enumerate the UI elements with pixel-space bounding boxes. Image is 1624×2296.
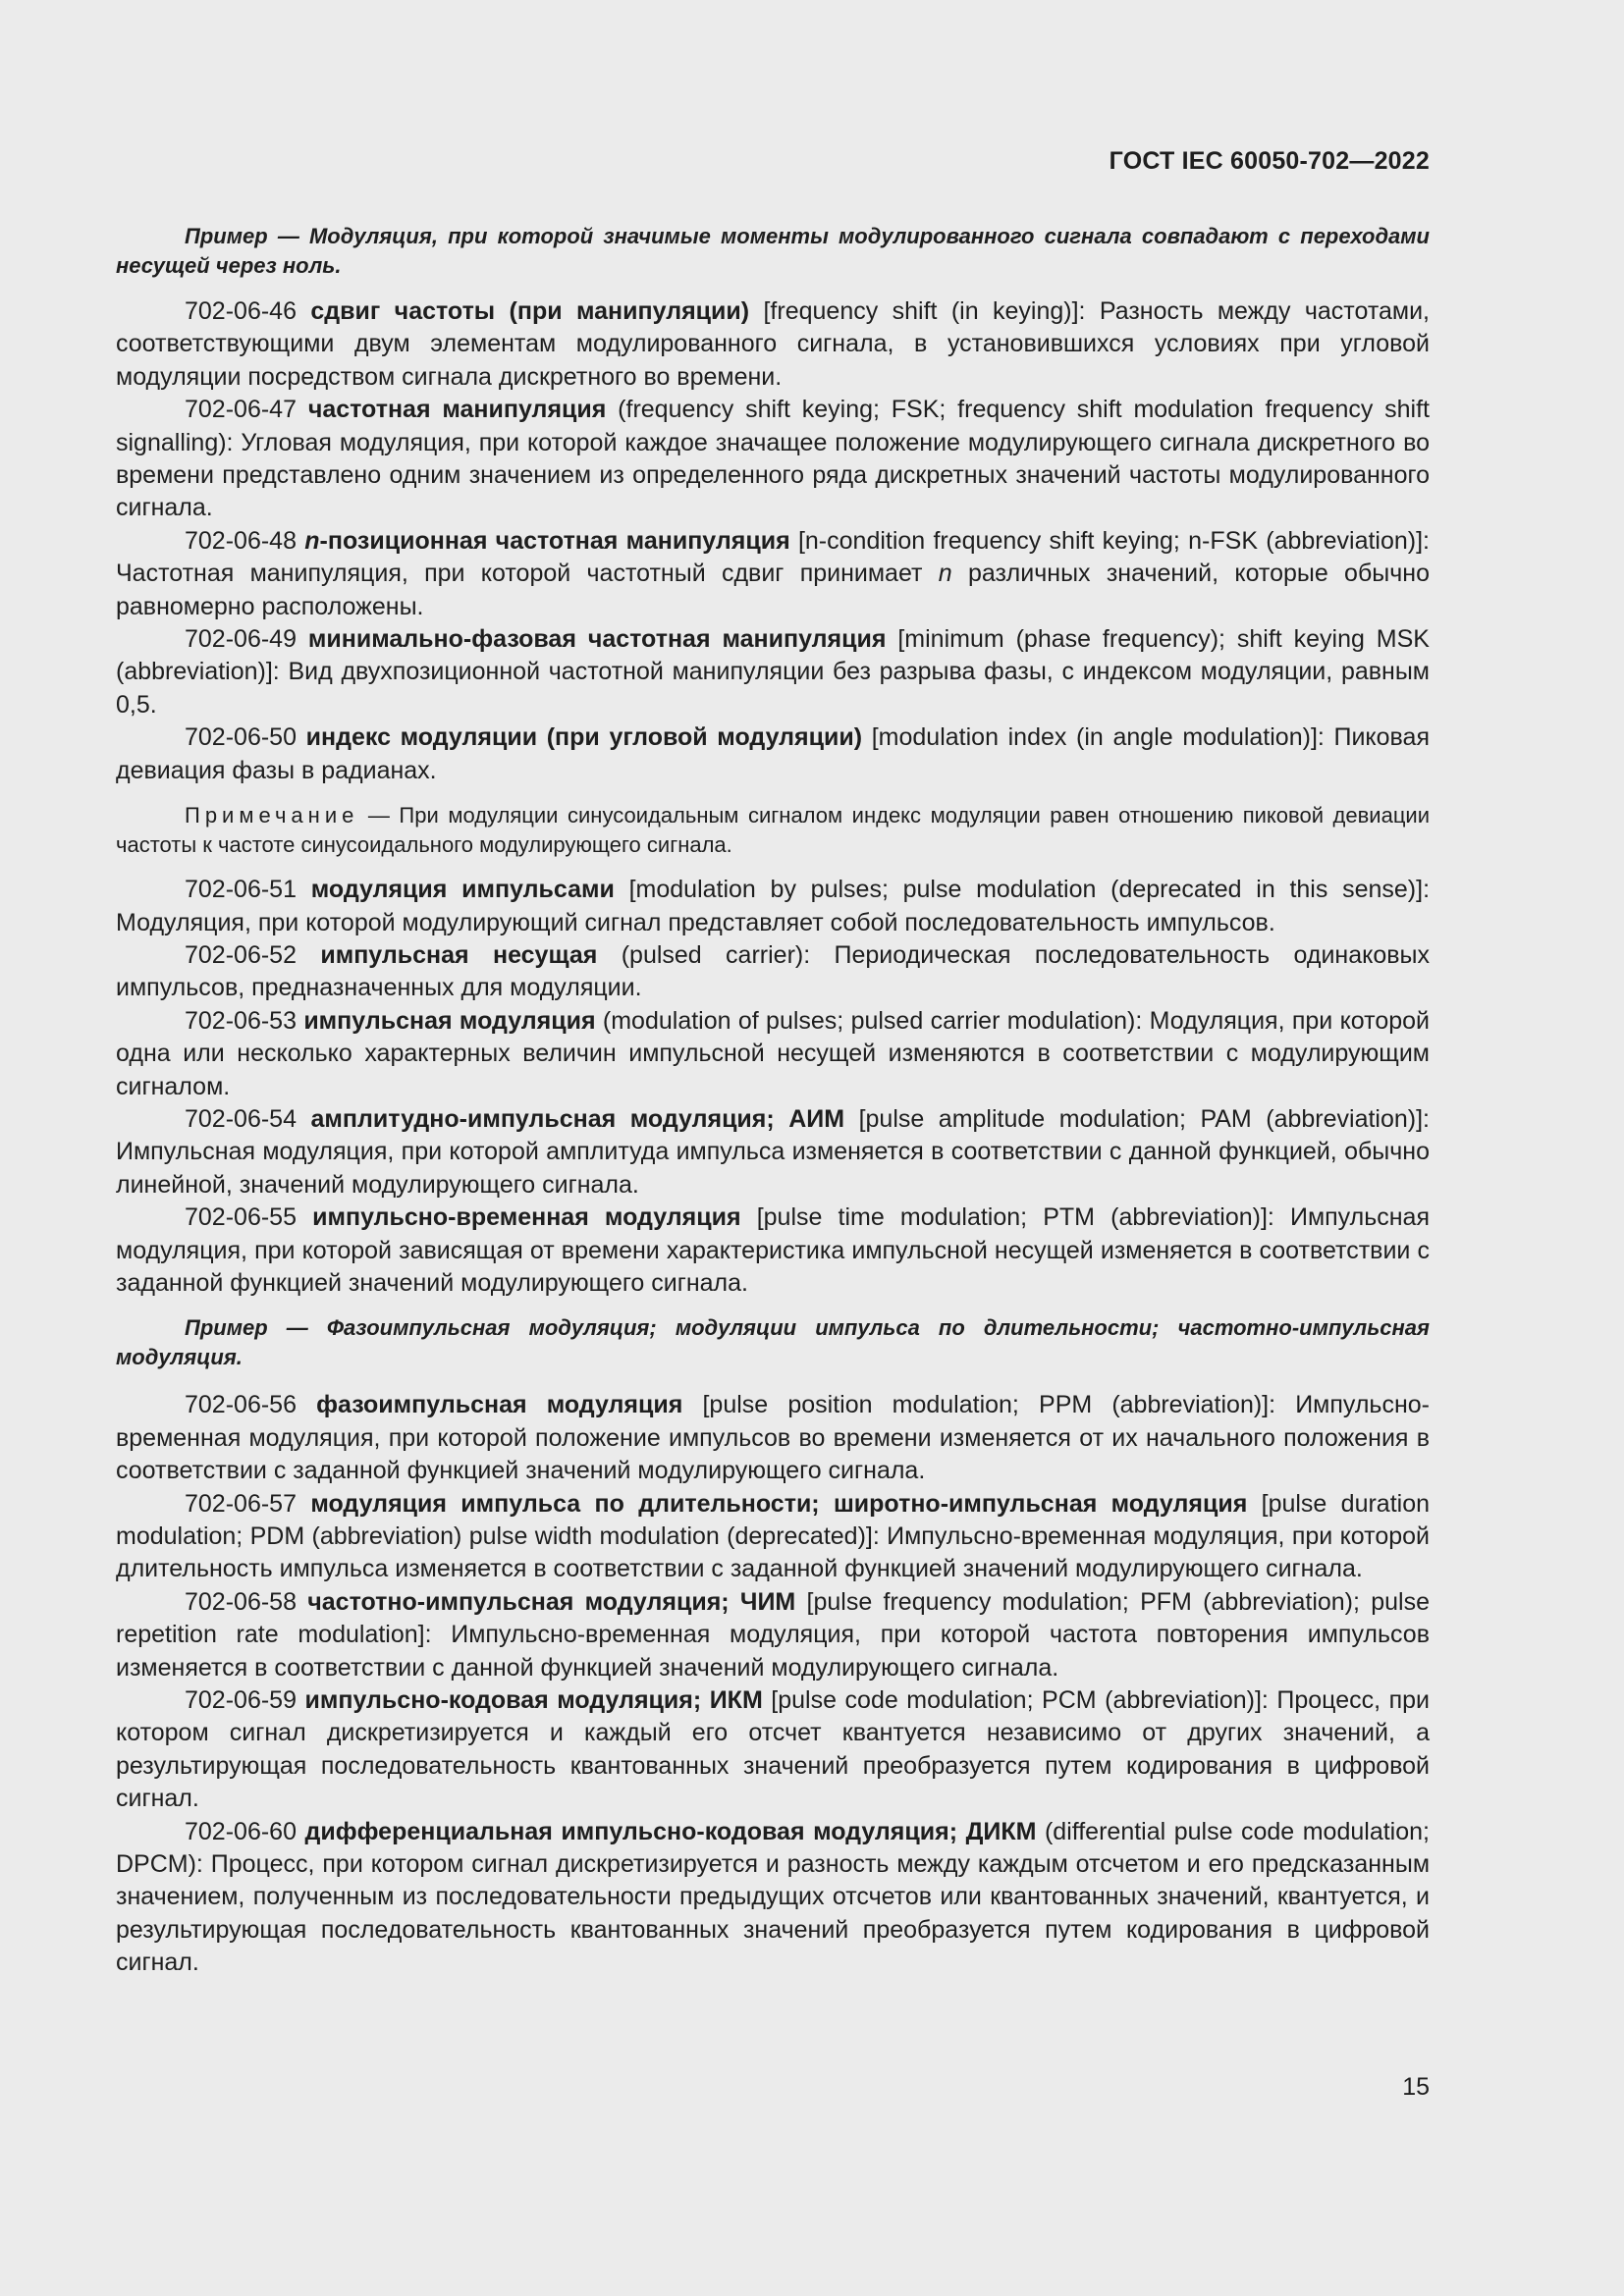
entry-number: 702-06-48 — [185, 526, 297, 555]
entry-term — [304, 527, 789, 555]
entry-term: индекс модуляции (при угловой модуляции) — [305, 723, 863, 752]
entry-702-06-46 — [116, 295, 1430, 394]
entry-702-06-57 — [116, 1488, 1430, 1586]
entry-term: импульсная несущая — [320, 940, 598, 969]
entry-text: [pulse position modulation; PPM (abbreviation)]: Импульсно-временная модуляция, при которой положение импульсов во времени изменяется от их начального положения в соответствии с заданной функцией значений модулирующего сигнала. — [116, 1391, 1430, 1485]
entry-term: импульсно-кодовая модуляция; ИКМ — [304, 1686, 763, 1715]
entry-702-06-54 — [116, 1103, 1430, 1201]
entry-text: [pulse time modulation; PTM (abbreviation)]: Импульсная модуляция, при которой зависящая от времени характеристика импульсной несущей изменяется в соответствии с заданной функцией значений модулирующего сигнала. — [116, 1203, 1430, 1297]
entry-number: 702-06-46 — [185, 297, 297, 325]
entry-term: частотная манипуляция — [307, 396, 607, 424]
entry-702-06-50 — [116, 721, 1430, 787]
entry-text: [modulation index (in angle modulation)]: Пиковая девиация фазы в радианах. — [116, 723, 1430, 784]
entry-number: 702-06-55 — [185, 1203, 297, 1232]
entry-term: модуляция импульсами — [310, 876, 615, 904]
entry-number: 702-06-57 — [185, 1489, 297, 1518]
entry-702-06-53 — [116, 1005, 1430, 1103]
document-header: ГОСТ IEC 60050-702—2022 — [1109, 147, 1430, 175]
entry-term: частотно-импульсная модуляция; ЧИМ — [307, 1587, 796, 1616]
entry-number: 702-06-58 — [185, 1587, 297, 1616]
entry-702-06-56 — [116, 1389, 1430, 1487]
entry-number: 702-06-49 — [185, 625, 297, 654]
document-body — [116, 222, 1430, 1980]
entry-text-italic: n — [938, 560, 952, 588]
entry-text: [frequency shift (in keying)]: Разность между частотами, соответствующими двум элементам модулированного сигнала, в установившихся условиях при угловой модуляции посредством сигнала дискретного во времени. — [116, 297, 1430, 391]
entry-text: [pulse frequency modulation; PFM (abbreviation); pulse repetition rate modulation]: Импульсно-временная модуляция, при которой частота повторения импульсов изменяется в соответствии с данной функцией значений модулирующего сигнала. — [116, 1587, 1430, 1682]
note-label: Примечание — [185, 803, 359, 828]
entry-702-06-47 — [116, 394, 1430, 525]
entry-number: 702-06-60 — [185, 1817, 297, 1845]
entry-702-06-48 — [116, 525, 1430, 623]
entry-term: импульсная модуляция — [303, 1006, 596, 1035]
entry-text: [pulse duration modulation; PDM (abbreviation) pulse width modulation (deprecated)]: Импульсно-временная модуляция, при которой длительность импульса изменяется в соответствии с заданной функцией значений модулирующего сигнала. — [116, 1489, 1431, 1583]
entry-term: фазоимпульсная модуляция — [316, 1391, 683, 1419]
entry-702-06-51 — [116, 874, 1430, 939]
entry-term: амплитудно-импульсная модуляция; АИМ — [310, 1104, 845, 1133]
entry-term-italic: n — [304, 526, 320, 555]
entry-number: 702-06-52 — [185, 940, 297, 969]
entry-term: сдвиг частоты (при манипуляции) — [310, 297, 750, 325]
entry-term-rest: -позиционная частотная манипуляция — [319, 526, 790, 555]
entry-text: [modulation by pulses; pulse modulation (deprecated in this sense)]: Модуляция, при которой модулирующий сигнал представляет собой последовательность импульсов. — [116, 876, 1431, 936]
entry-text: (pulsed carrier): Периодическая последовательность одинаковых импульсов, предназначенных для модуляции. — [116, 940, 1430, 1002]
entry-702-06-58 — [116, 1586, 1430, 1684]
entry-number: 702-06-47 — [185, 396, 297, 424]
entry-number: 702-06-53 — [185, 1006, 297, 1035]
entry-702-06-59 — [116, 1684, 1430, 1816]
entry-text: [pulse amplitude modulation; PAM (abbreviation)]: Импульсная модуляция, при которой амплитуда импульса изменяется в соответствии с данной функцией, обычно линейной, значений модулирующего сигнала. — [116, 1104, 1431, 1199]
note-text: — При модуляции синусоидальным сигналом индекс модуляции равен отношению пиковой девиации частоты к частоте синусоидального модулирующего сигнала. — [116, 803, 1430, 858]
entry-number: 702-06-51 — [185, 876, 297, 904]
entry-number: 702-06-54 — [185, 1104, 297, 1133]
entry-702-06-60 — [116, 1816, 1430, 1980]
entry-number: 702-06-59 — [185, 1686, 297, 1715]
entry-text: (modulation of pulses; pulsed carrier modulation): Модуляция, при которой одна или несколько характерных величин импульсной несущей изменяются в соответствии с модулирующим сигналом. — [116, 1006, 1431, 1100]
entry-text: (differential pulse code modulation; DPCM): Процесс, при котором сигнал дискретизируется и разность между каждым отсчетом и его предсказанным значением, полученным из последовательности предыдущих отсчетов или квантованных значений, квантуется, и результирующая последовательность квантованных значений преобразуется путем кодирования в цифровой сигнал. — [116, 1817, 1430, 1977]
entry-702-06-52 — [116, 939, 1430, 1005]
entry-term: минимально-фазовая частотная манипуляция — [307, 625, 887, 654]
entry-term: импульсно-временная модуляция — [312, 1203, 741, 1232]
page-number: 15 — [1402, 2073, 1430, 2101]
example-1: Пример — Модуляция, при которой значимые моменты модулированного сигнала совпадают с переходами несущей через ноль. — [116, 224, 1430, 278]
entry-number: 702-06-56 — [185, 1391, 297, 1419]
entry-702-06-55 — [116, 1201, 1430, 1300]
entry-text-b: различных значений, которые обычно равномерно расположены. — [116, 560, 1430, 620]
entry-number: 702-06-50 — [185, 723, 297, 752]
entry-702-06-49 — [116, 623, 1430, 721]
entry-term: модуляция импульса по длительности; широтно-импульсная модуляция — [310, 1489, 1248, 1518]
entry-text-a: [n-condition frequency shift keying; n-FSK (abbreviation)]: Частотная манипуляция, при которой частотный сдвиг принимает — [116, 526, 1431, 588]
example-2: Пример — Фазоимпульсная модуляция; модуляции импульса по длительности; частотно-импульсная модуляция. — [116, 1315, 1430, 1369]
entry-text: (frequency shift keying; FSK; frequency shift modulation frequency shift signalling): Угловая модуляция, при которой каждое значащее положение модулирующего сигнала дискретного во времени представлено одним значением из определенного ряда дискретных значений частоты модулированного сигнала. — [116, 396, 1431, 522]
entry-text: [pulse code modulation; PCM (abbreviation)]: Процесс, при котором сигнал дискретизируется и каждый его отсчет квантуется независимо от других значений, а результирующая последовательность квантованных значений преобразуется путем кодирования в цифровой сигнал. — [116, 1686, 1430, 1813]
note — [116, 801, 1430, 860]
entry-term: дифференциальная импульсно-кодовая модуляция; ДИКМ — [304, 1817, 1037, 1845]
entry-text: [minimum (phase frequency); shift keying MSK (abbreviation)]: Вид двухпозиционной частотной манипуляции без разрыва фазы, с индексом модуляции, равным 0,5. — [116, 625, 1430, 719]
